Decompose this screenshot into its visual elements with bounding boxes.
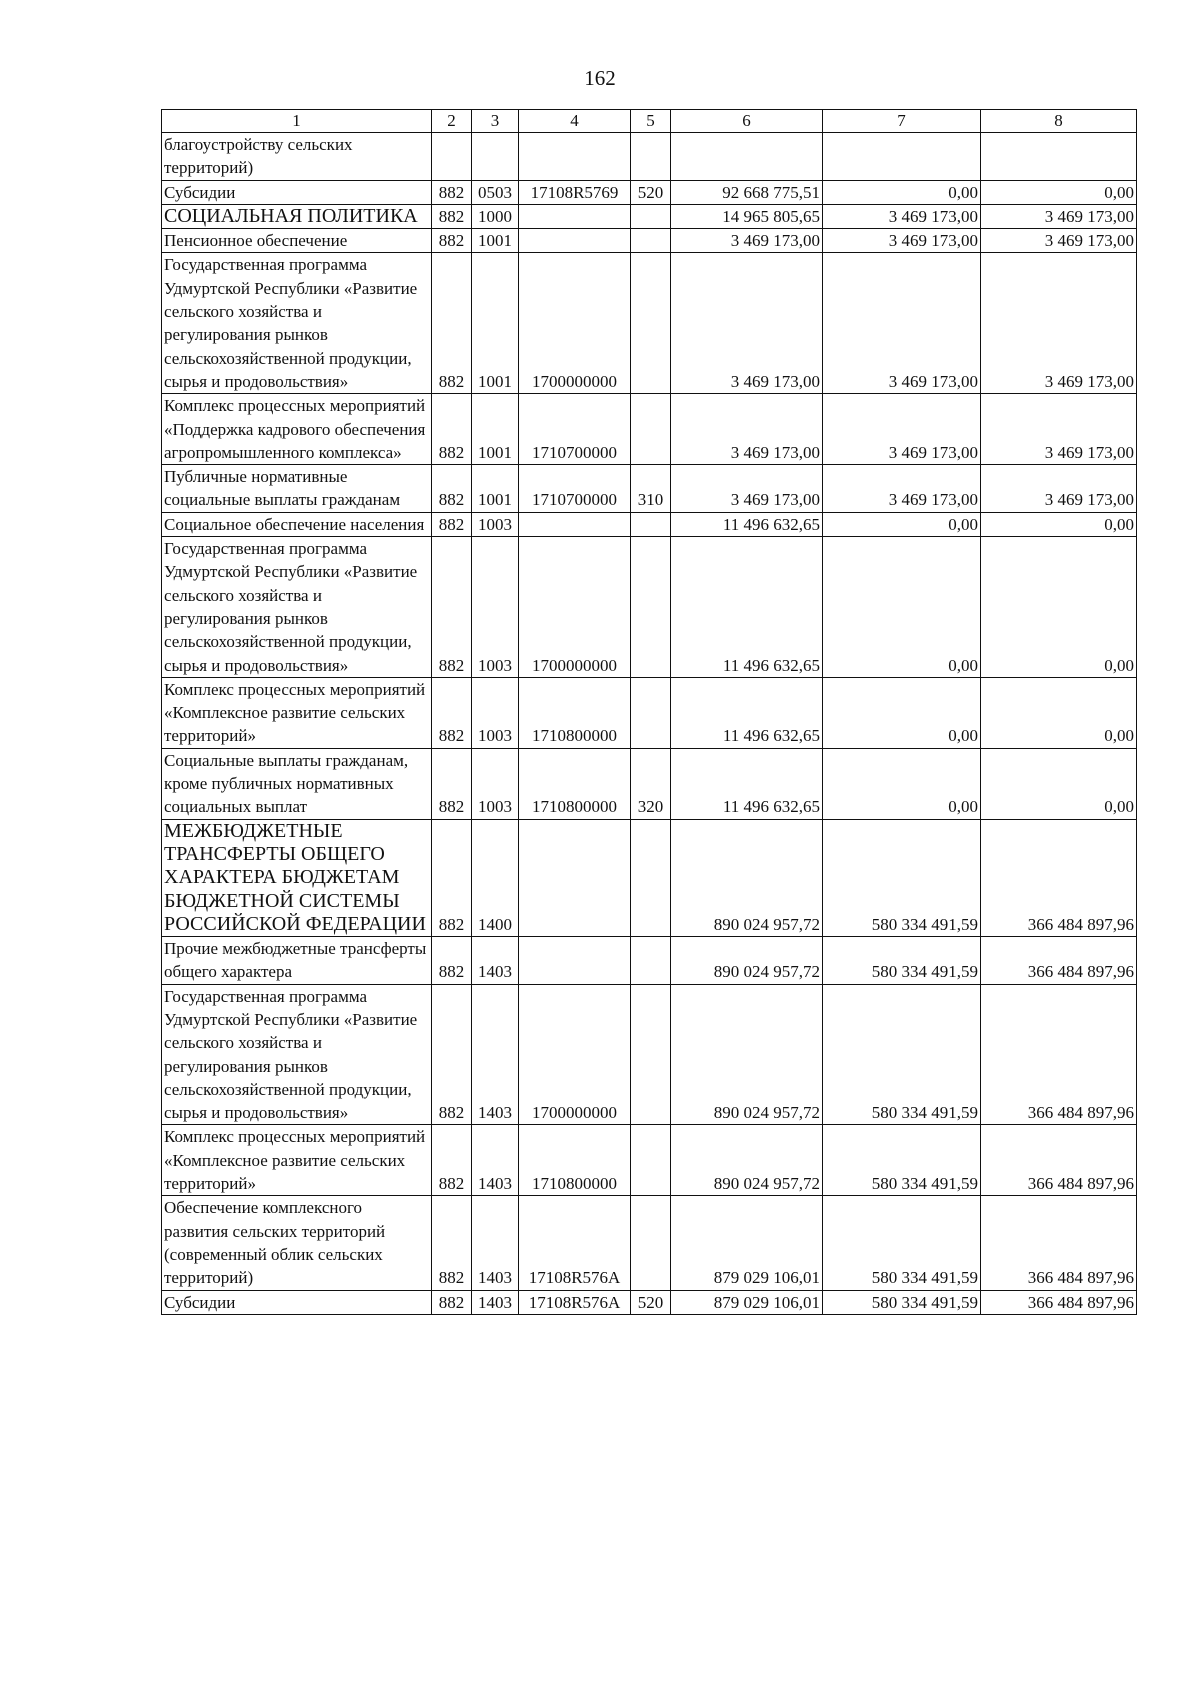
admin-code-cell: 882	[432, 1290, 472, 1314]
row-name-cell: Государственная программа Удмуртской Республики «Развитие сельского хозяйства и регулирования рынков сельскохозяйственной продукции, сырья и продовольствия»	[162, 984, 432, 1125]
expense-type-cell	[631, 537, 671, 678]
amount-col6-cell: 3 469 173,00	[671, 465, 823, 513]
target-article-cell: 1710800000	[519, 1125, 631, 1196]
amount-col8-cell: 366 484 897,96	[981, 1290, 1137, 1314]
amount-col6-cell: 3 469 173,00	[671, 253, 823, 394]
page-number: 162	[584, 66, 616, 90]
admin-code-cell: 882	[432, 512, 472, 536]
target-article-cell: 1700000000	[519, 537, 631, 678]
amount-col7-cell: 580 334 491,59	[823, 937, 981, 985]
amount-col6-cell: 11 496 632,65	[671, 748, 823, 819]
target-article-cell: 1700000000	[519, 253, 631, 394]
amount-col8-cell: 3 469 173,00	[981, 229, 1137, 253]
amount-col6-cell: 3 469 173,00	[671, 394, 823, 465]
expense-type-cell	[631, 133, 671, 181]
expense-type-cell	[631, 229, 671, 253]
section-code-cell: 1003	[472, 512, 519, 536]
row-name-cell: благоустройству сельских территорий)	[162, 133, 432, 181]
amount-col8-cell: 0,00	[981, 677, 1137, 748]
expense-type-cell: 520	[631, 1290, 671, 1314]
table-row	[162, 465, 1137, 513]
amount-col7-cell: 0,00	[823, 748, 981, 819]
section-code-cell: 1403	[472, 984, 519, 1125]
admin-code-cell: 882	[432, 677, 472, 748]
table-row	[162, 512, 1137, 536]
row-name-cell: МЕЖБЮДЖЕТНЫЕ ТРАНСФЕРТЫ ОБЩЕГО ХАРАКТЕРА БЮДЖЕТАМ БЮДЖЕТНОЙ СИСТЕМЫ РОССИЙСКОЙ ФЕДЕРАЦИИ	[162, 819, 432, 936]
amount-col7-cell: 580 334 491,59	[823, 1125, 981, 1196]
row-name-cell: Комплекс процессных мероприятий «Комплексное развитие сельских территорий»	[162, 677, 432, 748]
admin-code-cell: 882	[432, 1125, 472, 1196]
section-code-cell	[472, 133, 519, 181]
target-article-cell: 1710800000	[519, 748, 631, 819]
amount-col7-cell: 580 334 491,59	[823, 819, 981, 936]
admin-code-cell: 882	[432, 394, 472, 465]
row-name-cell: Государственная программа Удмуртской Республики «Развитие сельского хозяйства и регулирования рынков сельскохозяйственной продукции, сырья и продовольствия»	[162, 537, 432, 678]
target-article-cell	[519, 229, 631, 253]
target-article-cell	[519, 819, 631, 936]
section-code-cell: 1003	[472, 677, 519, 748]
table-row	[162, 133, 1137, 181]
table-row	[162, 394, 1137, 465]
amount-col7-cell: 0,00	[823, 537, 981, 678]
row-name-cell: Социальные выплаты гражданам, кроме публичных нормативных социальных выплат	[162, 748, 432, 819]
table-row	[162, 748, 1137, 819]
section-code-cell: 1001	[472, 253, 519, 394]
table-row	[162, 984, 1137, 1125]
target-article-cell: 1700000000	[519, 984, 631, 1125]
table-row	[162, 937, 1137, 985]
amount-col6-cell: 890 024 957,72	[671, 937, 823, 985]
amount-col8-cell: 366 484 897,96	[981, 1125, 1137, 1196]
section-code-cell: 1001	[472, 394, 519, 465]
admin-code-cell	[432, 133, 472, 181]
admin-code-cell: 882	[432, 1196, 472, 1290]
amount-col8-cell: 0,00	[981, 180, 1137, 204]
table-row	[162, 180, 1137, 204]
admin-code-cell: 882	[432, 180, 472, 204]
amount-col7-cell: 580 334 491,59	[823, 1290, 981, 1314]
section-code-cell: 1001	[472, 229, 519, 253]
expense-type-cell	[631, 394, 671, 465]
column-header: 7	[823, 110, 981, 133]
amount-col7-cell: 3 469 173,00	[823, 204, 981, 228]
amount-col7-cell: 0,00	[823, 677, 981, 748]
expense-type-cell: 520	[631, 180, 671, 204]
amount-col6-cell	[671, 133, 823, 181]
amount-col8-cell: 366 484 897,96	[981, 984, 1137, 1125]
row-name-cell: Субсидии	[162, 1290, 432, 1314]
amount-col7-cell: 580 334 491,59	[823, 1196, 981, 1290]
section-code-cell: 1403	[472, 937, 519, 985]
row-name-cell: Публичные нормативные социальные выплаты гражданам	[162, 465, 432, 513]
section-code-cell: 1403	[472, 1290, 519, 1314]
column-header: 4	[519, 110, 631, 133]
row-name-cell: Государственная программа Удмуртской Республики «Развитие сельского хозяйства и регулирования рынков сельскохозяйственной продукции, сырья и продовольствия»	[162, 253, 432, 394]
amount-col8-cell: 3 469 173,00	[981, 253, 1137, 394]
target-article-cell	[519, 512, 631, 536]
target-article-cell	[519, 204, 631, 228]
table-row	[162, 253, 1137, 394]
budget-table	[161, 109, 1137, 1315]
row-name-cell: Прочие межбюджетные трансферты общего характера	[162, 937, 432, 985]
amount-col7-cell: 3 469 173,00	[823, 253, 981, 394]
expense-type-cell	[631, 512, 671, 536]
table-row	[162, 677, 1137, 748]
row-name-cell: Обеспечение комплексного развития сельских территорий (современный облик сельских территорий)	[162, 1196, 432, 1290]
admin-code-cell: 882	[432, 984, 472, 1125]
target-article-cell	[519, 133, 631, 181]
amount-col8-cell: 0,00	[981, 512, 1137, 536]
column-header: 8	[981, 110, 1137, 133]
amount-col8-cell: 366 484 897,96	[981, 1196, 1137, 1290]
amount-col7-cell: 3 469 173,00	[823, 394, 981, 465]
section-code-cell: 1400	[472, 819, 519, 936]
row-name-cell: Пенсионное обеспечение	[162, 229, 432, 253]
target-article-cell: 1710700000	[519, 465, 631, 513]
amount-col6-cell: 879 029 106,01	[671, 1290, 823, 1314]
target-article-cell: 1710700000	[519, 394, 631, 465]
section-code-cell: 1403	[472, 1196, 519, 1290]
table-row	[162, 1290, 1137, 1314]
section-code-cell: 1001	[472, 465, 519, 513]
target-article-cell: 1710800000	[519, 677, 631, 748]
target-article-cell: 17108R5769	[519, 180, 631, 204]
amount-col7-cell: 0,00	[823, 180, 981, 204]
amount-col6-cell: 11 496 632,65	[671, 677, 823, 748]
expense-type-cell	[631, 204, 671, 228]
expense-type-cell	[631, 1196, 671, 1290]
admin-code-cell: 882	[432, 465, 472, 513]
admin-code-cell: 882	[432, 253, 472, 394]
amount-col6-cell: 890 024 957,72	[671, 819, 823, 936]
expense-type-cell	[631, 984, 671, 1125]
amount-col7-cell: 3 469 173,00	[823, 229, 981, 253]
amount-col6-cell: 92 668 775,51	[671, 180, 823, 204]
section-code-cell: 1003	[472, 748, 519, 819]
amount-col7-cell	[823, 133, 981, 181]
amount-col6-cell: 14 965 805,65	[671, 204, 823, 228]
admin-code-cell: 882	[432, 537, 472, 678]
amount-col7-cell: 580 334 491,59	[823, 984, 981, 1125]
admin-code-cell: 882	[432, 748, 472, 819]
amount-col8-cell: 0,00	[981, 748, 1137, 819]
amount-col6-cell: 879 029 106,01	[671, 1196, 823, 1290]
amount-col7-cell: 3 469 173,00	[823, 465, 981, 513]
column-header: 2	[432, 110, 472, 133]
amount-col8-cell: 0,00	[981, 537, 1137, 678]
table-row	[162, 537, 1137, 678]
expense-type-cell	[631, 677, 671, 748]
column-header: 6	[671, 110, 823, 133]
row-name-cell: Комплекс процессных мероприятий «Поддержка кадрового обеспечения агропромышленного комплекса»	[162, 394, 432, 465]
admin-code-cell: 882	[432, 819, 472, 936]
amount-col8-cell: 366 484 897,96	[981, 819, 1137, 936]
expense-type-cell	[631, 253, 671, 394]
section-code-cell: 1000	[472, 204, 519, 228]
row-name-cell: Субсидии	[162, 180, 432, 204]
column-header: 5	[631, 110, 671, 133]
amount-col8-cell: 366 484 897,96	[981, 937, 1137, 985]
target-article-cell	[519, 937, 631, 985]
expense-type-cell: 310	[631, 465, 671, 513]
section-code-cell: 1003	[472, 537, 519, 678]
table-row	[162, 204, 1137, 228]
amount-col6-cell: 3 469 173,00	[671, 229, 823, 253]
target-article-cell: 17108R576A	[519, 1196, 631, 1290]
table-header-row	[162, 110, 1137, 133]
target-article-cell: 17108R576A	[519, 1290, 631, 1314]
table-body	[162, 110, 1137, 1315]
column-header: 3	[472, 110, 519, 133]
section-code-cell: 1403	[472, 1125, 519, 1196]
amount-col6-cell: 11 496 632,65	[671, 537, 823, 678]
section-code-cell: 0503	[472, 180, 519, 204]
column-header: 1	[162, 110, 432, 133]
admin-code-cell: 882	[432, 229, 472, 253]
amount-col8-cell: 3 469 173,00	[981, 394, 1137, 465]
row-name-cell: СОЦИАЛЬНАЯ ПОЛИТИКА	[162, 204, 432, 228]
row-name-cell: Социальное обеспечение населения	[162, 512, 432, 536]
admin-code-cell: 882	[432, 937, 472, 985]
admin-code-cell: 882	[432, 204, 472, 228]
expense-type-cell: 320	[631, 748, 671, 819]
table-row	[162, 819, 1137, 936]
amount-col6-cell: 890 024 957,72	[671, 984, 823, 1125]
amount-col8-cell	[981, 133, 1137, 181]
amount-col6-cell: 890 024 957,72	[671, 1125, 823, 1196]
amount-col6-cell: 11 496 632,65	[671, 512, 823, 536]
table-row	[162, 229, 1137, 253]
amount-col7-cell: 0,00	[823, 512, 981, 536]
expense-type-cell	[631, 937, 671, 985]
table-row	[162, 1125, 1137, 1196]
expense-type-cell	[631, 819, 671, 936]
table-row	[162, 1196, 1137, 1290]
row-name-cell: Комплекс процессных мероприятий «Комплексное развитие сельских территорий»	[162, 1125, 432, 1196]
amount-col8-cell: 3 469 173,00	[981, 204, 1137, 228]
expense-type-cell	[631, 1125, 671, 1196]
amount-col8-cell: 3 469 173,00	[981, 465, 1137, 513]
